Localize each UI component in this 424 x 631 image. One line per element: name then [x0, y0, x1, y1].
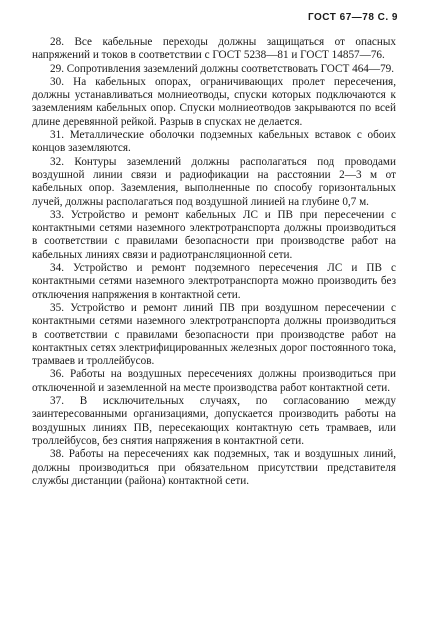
page-header: ГОСТ 67—78 С. 9 [307, 12, 398, 23]
paragraph-34: 34. Устройство и ремонт подземного пересечения ЛС и ПВ с контактными сетями наземного электротранспорта можно производить без отключения напряжения в контактной сети. [32, 262, 396, 301]
document-body [32, 36, 396, 488]
paragraph-31: 31. Металлические оболочки подземных кабельных вставок с обоих концов заземляются. [32, 129, 396, 155]
paragraph-38: 38. Работы на пересечениях как подземных, так и воздушных линий, должны производиться при обязательном присутствии представителя службы дистанции (района) контактной сети. [32, 448, 396, 487]
paragraph-28: 28. Все кабельные переходы должны защищаться от опасных напряжений и токов в соответствии с ГОСТ 5238—81 и ГОСТ 14857—76. [32, 36, 396, 62]
paragraph-32: 32. Контуры заземлений должны располагаться под проводами воздушной линии связи и радиофикации на расстоянии 2—3 м от кабельных опор. Заземления, выполненные по способу горизонтальных лучей, должны располагаться под воздушной линией на глубине 0,7 м. [32, 155, 396, 208]
paragraph-37: 37. В исключительных случаях, по согласованию между заинтересованными организациями, допускается производить работы на воздушных линиях ПВ, пересекающих контактную сеть трамваев, или троллейбусов, без снятия напряжения в контактной сети. [32, 395, 396, 447]
paragraph-35: 35. Устройство и ремонт линий ПВ при воздушном пересечении с контактными сетями наземного электротранспорта должны производиться в соответствии с правилами безопасности при производстве работ на контактных сетях электрифицированных железных дорог постоянного тока, трамваев и троллейбусов. [32, 301, 396, 368]
paragraph-33: 33. Устройство и ремонт кабельных ЛС и ПВ при пересечении с контактными сетями наземного электротранспорта должны производиться в соответствии с правилами безопасности при производстве работ на кабельных линиях связи и радиотрансляционной сети. [32, 208, 396, 261]
paragraph-29: 29. Сопротивления заземлений должны соответствовать ГОСТ 464—79. [50, 62, 395, 75]
paragraph-30: 30. На кабельных опорах, ограничивающих пролет пересечения, должны устанавливаться молниеотводы, спуски которых подключаются к заземлениям кабельных опор. Спуски молниеотводов закрываются по всей длине деревянной рейкой. Разрыв в спусках не делается. [32, 75, 396, 128]
paragraph-36: 36. Работы на воздушных пересечениях должны производиться при отключенной и заземленной на месте производства работ контактной сети. [32, 368, 396, 394]
